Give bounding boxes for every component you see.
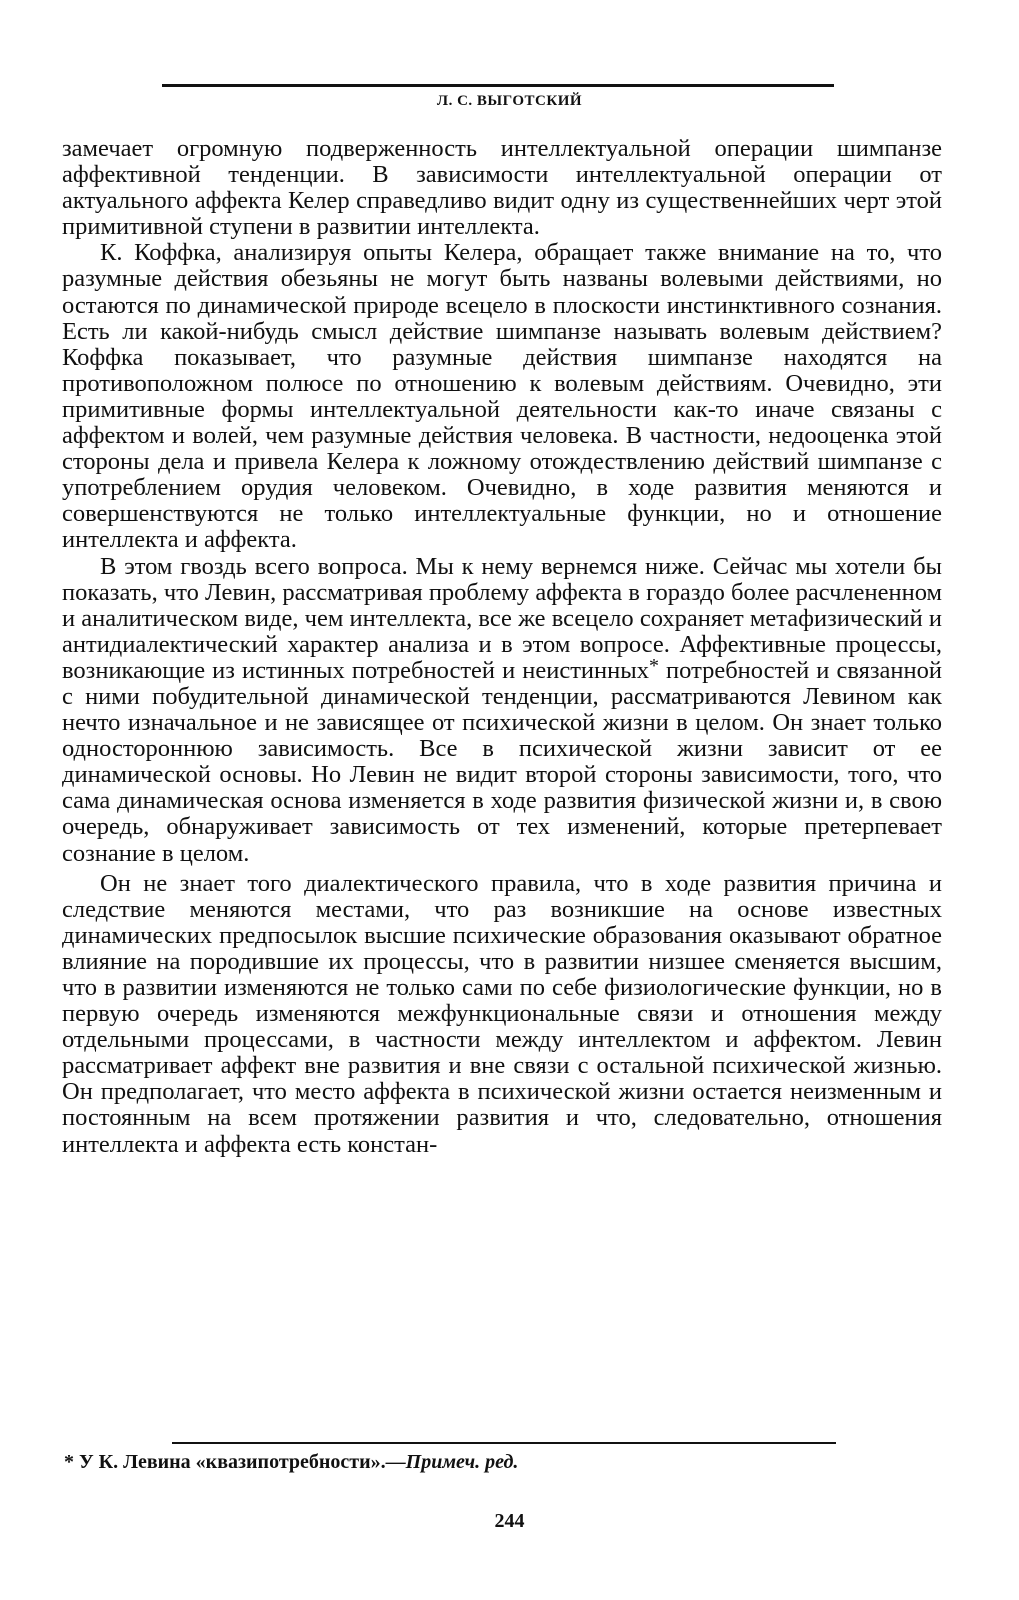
footnote — [64, 1451, 944, 1474]
footnote-editor-note: Примеч. ред. — [405, 1451, 519, 1473]
paragraph-4: Он не знает того диалектического правила, что в ходе развития причина и следствие меняются местами, что раз возникшие на основе известных динамических предпосылок высшие психические образования оказывают обратное влияние на породившие их процессы, что в развитии низшее сменяется высшим, что в развитии изменяются не только сами по себе физиологические функции, но в первую очередь изменяются межфункциональные связи и отношения между отдельными процессами, в частности между интеллектом и аффектом. Левин рассматривает аффект вне развития и вне связи с остальной психической жизнью. Он предполагает, что место аффекта в психической жизни остается неизменным и постоянным на всем протяжении развития и что, следовательно, отношения интеллекта и аффекта есть констан- — [62, 869, 942, 1158]
paragraph-3-text-end: потребностей и связанной с ними побудительной динамической тенденции, рассматриваются Левином как нечто изначальное и не зависящее от психической жизни в целом. Он знает только одностороннюю зависимость. Все в психической жизни зависит от ее динамической основы. Но Левин не видит второй стороны зависимости, того, что сама динамическая основа изменяется в ходе развития физической жизни и, в свою очередь, обнаруживает зависимость от тех изменений, которые претерпевает сознание в целом. — [62, 656, 942, 867]
page-number: 244 — [494, 1510, 525, 1532]
paragraph-3 — [62, 554, 942, 867]
paragraph-1: замечает огромную подверженность интеллектуальной операции шимпанзе аффективной тенденции. В зависимости интеллектуальной операции от актуального аффекта Келер справедливо видит одну из существеннейших черт этой примитивной ступени в развитии интеллекта. — [62, 135, 942, 241]
footnote-text: * У К. Левина «квазипотребности».— — [64, 1451, 406, 1473]
footnote-marker: * — [648, 654, 659, 677]
body-text — [62, 136, 942, 1158]
paragraph-2: К. Коффка, анализируя опыты Келера, обращает также внимание на то, что разумные действия обезьяны не могут быть названы волевыми действиями, но остаются по динамической природе всецело в плоскости инстинктивного сознания. Есть ли какой-нибудь смысл действие шимпанзе называть волевым действием? Коффка показывает, что разумные действия шимпанзе находятся на противоположном полюсе по отношению к волевым действиям. Очевидно, эти примитивные формы интеллектуальной деятельности как-то иначе связаны с аффектом и волей, чем разумные действия человека. В частности, недооценка этой стороны дела и привела Келера к ложному отождествлению действий шимпанзе с употреблением орудия человеком. Очевидно, в ходе развития меняются и совершенствуются не только интеллектуальные функции, но и отношение интеллекта и аффекта. — [62, 239, 942, 554]
header-rule — [162, 84, 834, 87]
running-head: Л. С. ВЫГОТСКИЙ — [436, 93, 583, 109]
footnote-rule — [172, 1442, 836, 1444]
paragraph-3-text-start: В этом гвоздь всего вопроса. Мы к нему вернемся ниже. Сейчас мы хотели бы показать, что Левин, рассматривая проблему аффекта в гораздо более расчлененном и аналитическом виде, чем интеллекта, все же всецело сохраняет метафизический и антидиалектический характер анализа и в этом вопросе. Аффективные процессы, возникающие из истинных потребностей и неистинных — [62, 552, 942, 684]
